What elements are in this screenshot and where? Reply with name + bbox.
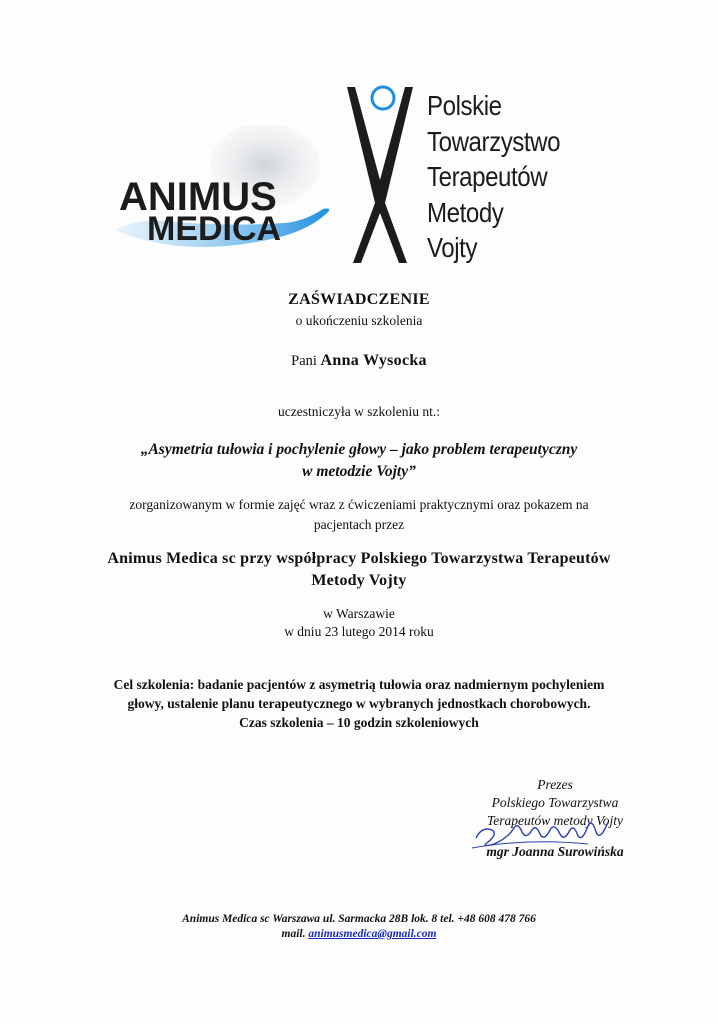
goal-line: głowy, ustalenie planu terapeutycznego w wybranych jednostkach chorobowych. — [127, 696, 591, 711]
animus-wordmark: ANIMUS — [119, 175, 277, 219]
certificate-title: ZAŚWIADCZENIE — [288, 291, 430, 308]
signature-org: Polskiego Towarzystwa — [491, 795, 619, 810]
signature-org: Terapeutów metody Vojty — [487, 813, 623, 828]
recipient-name: Anna Wysocka — [320, 352, 427, 369]
footer — [0, 912, 718, 942]
goal-line: Czas szkolenia – 10 godzin szkoleniowych — [239, 715, 479, 730]
vojta-logo-line: Vojty — [427, 232, 478, 263]
recipient — [0, 352, 718, 370]
topic-line: „Asymetria tułowia i pochylenie głowy – jako problem terapeutyczny — [140, 441, 578, 458]
certificate-subtitle: o ukończeniu szkolenia — [295, 313, 423, 328]
city: w Warszawie — [323, 606, 395, 621]
figure-icon — [347, 87, 413, 263]
organizer-line: Metody Vojty — [311, 572, 407, 589]
date: w dniu 23 lutego 2014 roku — [284, 624, 434, 639]
vojta-logo-line: Metody — [427, 196, 504, 228]
vojta-logo-line: Towarzystwo — [427, 125, 561, 157]
animus-medica-logo — [105, 125, 345, 255]
handwritten-signature — [468, 808, 618, 850]
organized-line: zorganizowanym w formie zajęć wraz z ćwiczeniami praktycznymi oraz pokazem na — [129, 497, 589, 512]
footer-address: Animus Medica sc Warszawa ul. Sarmacka 28B lok. 8 tel. +48 608 478 766 — [182, 913, 536, 925]
vojta-logo-line: Terapeutów — [427, 161, 548, 192]
vojta-logo-text — [427, 88, 560, 266]
goal-line: Cel szkolenia: badanie pacjentów z asymetrią tułowia oraz nadmiernym pochyleniem — [113, 677, 605, 692]
vojta-logo-mark — [345, 85, 415, 265]
signatory-name: mgr Joanna Surowińska — [486, 844, 624, 859]
vojta-logo-line: Polskie — [427, 90, 502, 121]
medica-wordmark: MEDICA — [147, 210, 282, 248]
training-topic — [0, 439, 718, 483]
signature-role: Prezes — [537, 777, 573, 792]
organizer — [0, 548, 718, 592]
organized-line: pacjentach przez — [313, 517, 405, 532]
organizer-line: Animus Medica sc przy współpracy Polskiego Towarzystwa Terapeutów — [107, 550, 611, 567]
participation-text: uczestniczyła w szkoleniu nt.: — [278, 404, 440, 419]
head-circle-icon — [372, 87, 394, 109]
topic-line: w metodzie Vojty” — [302, 463, 416, 480]
place-and-date — [0, 605, 718, 641]
training-goal — [0, 675, 718, 732]
mail-label: mail. — [281, 928, 306, 940]
email-link[interactable]: animusmedica@gmail.com — [308, 928, 437, 940]
footer-mail — [0, 927, 718, 942]
organization-description — [0, 495, 718, 535]
recipient-prefix: Pani — [291, 353, 317, 369]
